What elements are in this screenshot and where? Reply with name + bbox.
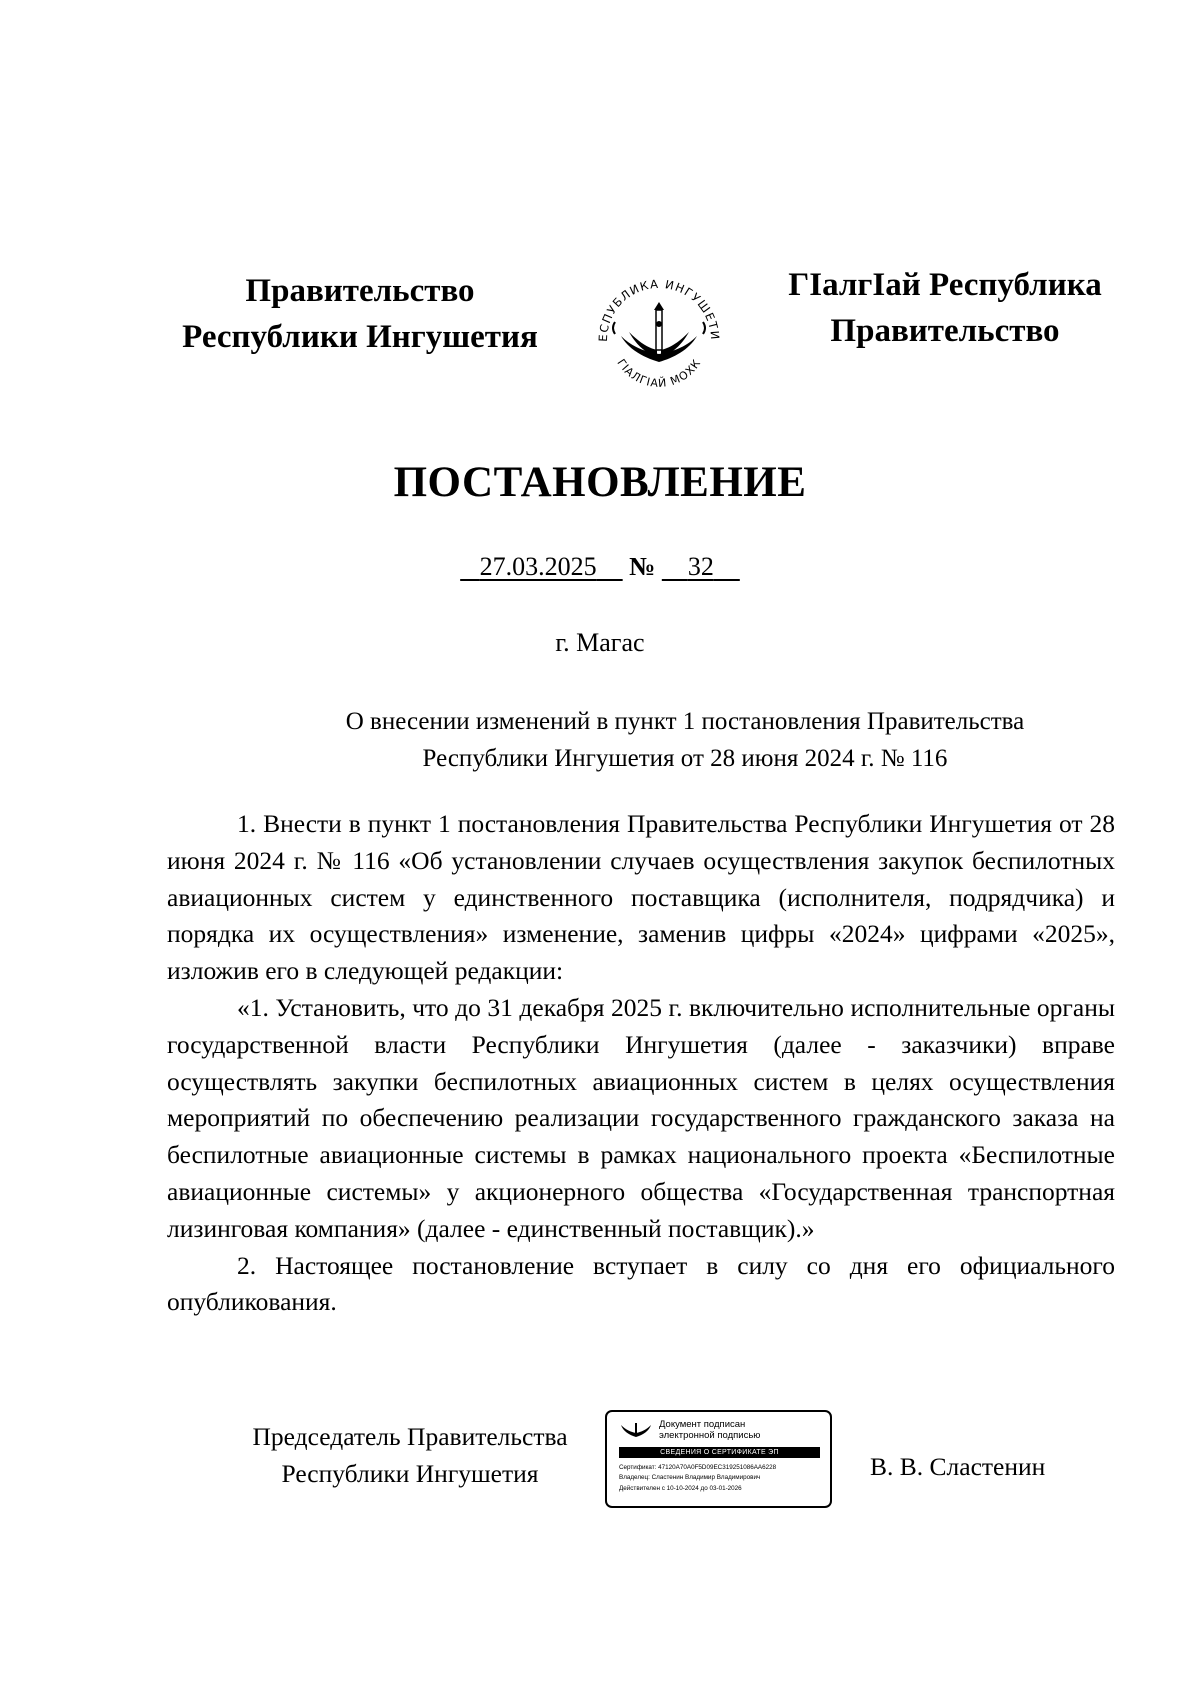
signer-title-line2: Республики Ингушетия — [281, 1459, 539, 1488]
signer-title-line1: Председатель Правительства — [252, 1422, 568, 1451]
document-number: 32 — [687, 552, 714, 581]
paragraph-2: 2. Настоящее постановление вступает в силу со дня его официального опубликования. — [167, 1250, 1115, 1317]
document-body — [167, 806, 1115, 1321]
paragraph-1: 1. Внести в пункт 1 постановления Правительства Республики Ингушетия от 28 июня 2024 г. № 116 «Об установлении случаев осуществления закупок беспилотных авиационных систем у единственного поставщика (исполнителя, подрядчика) и порядка их осуществления» изменение, заменив цифры «2024» цифрами «2025», изложив его в следующей редакции: — [167, 809, 1115, 986]
header-right-line1: ГIалгIай Республика — [788, 267, 1102, 303]
stamp-line2: электронной подписью — [659, 1430, 761, 1441]
stamp-heading — [659, 1419, 760, 1441]
stamp-valid: Действителен с 10-10-2024 до 03-01-2026 — [619, 1484, 742, 1492]
document-subject — [290, 703, 1080, 777]
signature-emblem-icon — [619, 1419, 653, 1441]
header-left-line1: Правительство — [245, 273, 475, 309]
document-date: 27.03.2025 — [479, 552, 597, 581]
electronic-signature-stamp — [605, 1410, 832, 1508]
stamp-bar: СВЕДЕНИЯ О СЕРТИФИКАТЕ ЭП — [619, 1447, 820, 1458]
document-type: ПОСТАНОВЛЕНИЕ — [393, 459, 807, 506]
subject-line1: О внесении изменений в пункт 1 постановления Правительства — [345, 708, 1025, 735]
stamp-certificate: Сертификат: 47120A70A0F5D09EC319251086AA6228 — [619, 1464, 777, 1471]
date-number-line — [0, 552, 1200, 582]
stamp-meta — [619, 1463, 776, 1494]
stamp-line1: Документ подписан — [659, 1419, 746, 1430]
header-right-line2: Правительство — [830, 313, 1060, 349]
header-left-line2: Республики Ингушетия — [182, 319, 538, 355]
emblem-bottom-text: ГIАЛГIАЙ МОХК — [614, 356, 704, 391]
signer-title — [220, 1418, 600, 1492]
subject-line2: Республики Ингушетия от 28 июня 2024 г. № 116 — [422, 745, 948, 772]
number-sign: № — [629, 552, 656, 581]
emblem-top-text: ЕСПУБЛИКА ИНГУШЕТИ — [595, 276, 723, 343]
city: г. Магас — [555, 628, 645, 657]
stamp-owner: Владелец: Сластенин Владимир Владимирович — [619, 1474, 761, 1482]
signer-name: В. В. Сластенин — [870, 1452, 1046, 1481]
paragraph-quoted: «1. Установить, что до 31 декабря 2025 г. включительно исполнительные органы государственной власти Республики Ингушетия (далее - заказчики) вправе осуществлять закупки беспилотных авиационных систем в целях осуществления мероприятий по обеспечению реализации государственного гражданского заказа на беспилотные авиационные системы в рамках национального проекта «Беспилотные авиационные системы» у акционерного общества «Государственная транспортная лизинговая компания» (далее - единственный поставщик).» — [167, 992, 1115, 1243]
header-left — [150, 268, 570, 360]
emblem-icon — [585, 262, 733, 410]
emblem — [585, 262, 733, 410]
header-right — [745, 262, 1145, 354]
